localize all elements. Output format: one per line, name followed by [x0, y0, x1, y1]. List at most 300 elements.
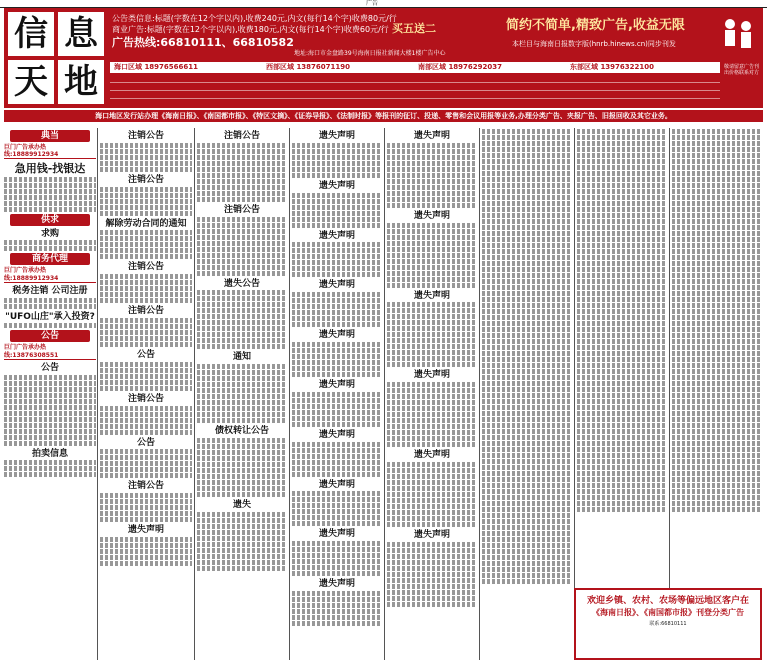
notice-text-line [577, 441, 667, 446]
notice-text-line [482, 135, 572, 140]
notice-text-line [577, 159, 667, 164]
notice-text-line [672, 405, 762, 410]
header [4, 8, 763, 108]
notice-text-line [672, 207, 762, 212]
notice-text-line [672, 465, 762, 470]
notice-text-line [292, 354, 382, 359]
notice-text-line [672, 159, 762, 164]
brand-char-4: 地 [58, 60, 104, 104]
notice-text-line [387, 542, 477, 547]
notice-text-line [387, 314, 477, 319]
region-south: 南部区域 18976292037 [418, 63, 503, 71]
notice-text-line [672, 189, 762, 194]
people-icon [718, 16, 758, 56]
notice-text-line [672, 165, 762, 170]
notice-text-line [482, 249, 572, 254]
notice-text-line [100, 517, 192, 522]
notice-text-line [387, 326, 477, 331]
notice-text-line [672, 303, 762, 308]
notice-text-line [197, 143, 287, 148]
notice-text-line [482, 255, 572, 260]
notice-text-line [672, 381, 762, 386]
notice-text-line [197, 296, 287, 301]
notice-text-line [577, 183, 667, 188]
notice-text-line [672, 273, 762, 278]
notice-text-line [197, 406, 287, 411]
notice-text-line [577, 423, 667, 428]
notice-text-line [577, 375, 667, 380]
notice-text-line [100, 493, 192, 498]
notice-text-line [292, 310, 382, 315]
notice-text-line [100, 561, 192, 566]
notice-title: 遗失声明 [318, 529, 355, 540]
notice-text-line [292, 509, 382, 514]
column-5 [387, 128, 477, 660]
column-6 [482, 128, 572, 660]
notice-text-line [292, 266, 382, 271]
notice-text-line [197, 382, 287, 387]
notice-text-line [292, 398, 382, 403]
notice-text-line [672, 249, 762, 254]
distribution-banner: 海口地区发行站办理《海南日报》、《南国都市报》、《特区文摘》、《证券导报》、《法制时报》等报刊的征订、投递、零售和会议用报等业务,办理分类广告、夹报广告、旧报回收及其它业务。 [4, 110, 763, 122]
notice-text-line [292, 541, 382, 546]
notice-text-line [672, 345, 762, 350]
notice-text-line [672, 243, 762, 248]
notice-text-line [100, 236, 192, 241]
notice-text-line [100, 187, 192, 192]
notice-text-line [482, 387, 572, 392]
notice-text-line [100, 362, 192, 367]
notice-text-line [292, 591, 382, 596]
notice-text-line [292, 442, 382, 447]
notice-text-line [100, 211, 192, 216]
notice-text-line [482, 357, 572, 362]
notice-text-line [577, 141, 667, 146]
notice-text-line [672, 477, 762, 482]
notice-text-line [197, 161, 287, 166]
notice-text-line [482, 573, 572, 578]
notice-text-line [197, 412, 287, 417]
notice-text-line [482, 303, 572, 308]
notice-text-line [482, 537, 572, 542]
column-1 [4, 128, 96, 660]
notice-text-line [387, 498, 477, 503]
notice-text-line [577, 327, 667, 332]
notice-text-line [292, 404, 382, 409]
notice-title: 遗失声明 [413, 450, 450, 461]
notice-text-line [292, 603, 382, 608]
notice-text-line [197, 560, 287, 565]
notice-text-line [197, 468, 287, 473]
notice-text-line [672, 201, 762, 206]
notice-text-line [482, 129, 572, 134]
notice-text-line [292, 342, 382, 347]
notice-text-line [577, 345, 667, 350]
notice-text-line [292, 472, 382, 477]
notice-text-line [672, 153, 762, 158]
notice-text-line [482, 399, 572, 404]
notice-text-line [577, 465, 667, 470]
notice-text-line [197, 197, 287, 202]
notice-text-line [482, 153, 572, 158]
notice-text-line [197, 376, 287, 381]
notice-text-line [672, 423, 762, 428]
notice-text-line [197, 364, 287, 369]
notice-text-line [100, 318, 192, 323]
notice-text-line [100, 193, 192, 198]
notice-title: 遗失声明 [318, 131, 355, 141]
notice-text-line [577, 351, 667, 356]
notice-text-line [482, 489, 572, 494]
notice-text-line [672, 279, 762, 284]
notice-text-line [387, 344, 477, 349]
notice-text-line [197, 548, 287, 553]
notice-text-line [482, 243, 572, 248]
notice-text-line [387, 406, 477, 411]
notice-text-line [672, 483, 762, 488]
notice-text-line [387, 554, 477, 559]
notice-text-line [482, 201, 572, 206]
notice-text-line [197, 438, 287, 443]
notice-text-line [197, 229, 287, 234]
notice-title: 注销公告 [127, 174, 164, 185]
notice-text-line [672, 135, 762, 140]
notice-text-line [292, 316, 382, 321]
notice-text-line [292, 597, 382, 602]
notice-text-line [100, 149, 192, 154]
notice-text-line [100, 386, 192, 391]
notice-text-line [387, 424, 477, 429]
notice-text-line [292, 272, 382, 277]
notice-text-line [482, 183, 572, 188]
notice-text-line [672, 363, 762, 368]
notice-text-line [672, 195, 762, 200]
notice-title: 注销公告 [127, 306, 164, 317]
notice-text-line [292, 193, 382, 198]
notice-title: 注销公告 [127, 262, 164, 273]
notice-text-line [197, 332, 287, 337]
notice-text-line [197, 566, 287, 571]
notice-text-line [672, 225, 762, 230]
notice-text-line [197, 253, 287, 258]
notice-text-line [482, 471, 572, 476]
notice-title: 遗失声明 [318, 429, 355, 440]
notice-text-line [387, 548, 477, 553]
notice-text-line [387, 474, 477, 479]
notice-text-line [292, 547, 382, 552]
region-haikou: 海口区域 18976566611 [114, 63, 199, 71]
notice-text-line [387, 167, 477, 172]
notice-text-line [100, 406, 192, 411]
notice-text-line [387, 572, 477, 577]
notice-text-line [577, 225, 667, 230]
notice-text-line [482, 495, 572, 500]
side-notice: 敬请留意广告刊出价格联系对方 [724, 64, 760, 77]
notice-text-line [197, 217, 287, 222]
notice-text-line [387, 283, 477, 288]
notice-text-line [100, 143, 192, 148]
notice-text-line [577, 249, 667, 254]
hotline-bar: 巨门广告承办热线:18889912934 [4, 267, 96, 282]
notice-text-line [197, 480, 287, 485]
notice-text-line [577, 387, 667, 392]
notice-text-line [482, 351, 572, 356]
notice-text-line [672, 357, 762, 362]
notice-text-line [292, 515, 382, 520]
notice-text-line [100, 292, 192, 297]
notice-text-line [100, 511, 192, 516]
notice-text-line [292, 571, 382, 576]
notice-title: 公告 [136, 437, 155, 448]
notice-text-line [100, 205, 192, 210]
notice-text-line [577, 483, 667, 488]
notice-text-line [387, 602, 477, 607]
notice-text-line [387, 436, 477, 441]
notice-title: 遗失声明 [318, 330, 355, 341]
notice-text-line [577, 309, 667, 314]
notice-text-line [387, 596, 477, 601]
notice-text-line [577, 477, 667, 482]
notice-text-line [387, 522, 477, 527]
notice-text-line [577, 369, 667, 374]
notice-text-line [387, 350, 477, 355]
notice-text-line [672, 351, 762, 356]
notice-text-line [197, 149, 287, 154]
notice-title: 遗失声明 [413, 529, 450, 540]
ad-title-loan: 急用钱-找银达 [14, 162, 86, 176]
notice-text-line [387, 277, 477, 282]
notice-text-line [292, 149, 382, 154]
notice-text-line [292, 466, 382, 471]
notice-text-line [387, 362, 477, 367]
notice-text-line [292, 392, 382, 397]
notice-text-line [482, 159, 572, 164]
notice-text-line [577, 489, 667, 494]
notice-text-line [292, 298, 382, 303]
notice-text-line [482, 375, 572, 380]
notice-text-line [197, 179, 287, 184]
notice-text-line [100, 368, 192, 373]
notice-text-line [577, 261, 667, 266]
notice-text-line [672, 375, 762, 380]
notice-text-line [387, 247, 477, 252]
notice-text-line [387, 430, 477, 435]
notice-text-line [577, 315, 667, 320]
notice-text-line [100, 161, 192, 166]
notice-text-line [482, 369, 572, 374]
hotline: 广告热线:66810111、66810582 [112, 36, 294, 49]
notice-title: 债权转让公告 [214, 426, 269, 437]
notice-text-line [672, 177, 762, 182]
region-east: 东部区域 13976322100 [570, 63, 655, 71]
notice-text-line [672, 315, 762, 320]
ad-title-announcement: 公告 [40, 362, 59, 373]
notice-text-line [387, 566, 477, 571]
brand-logo [8, 12, 108, 104]
notice-text-line [482, 345, 572, 350]
remote-ad-title: 欢迎乡镇、农村、农场等偏远地区客户在 [586, 596, 749, 606]
notice-text-line [482, 417, 572, 422]
notice-text-line [672, 441, 762, 446]
notice-text-line [387, 578, 477, 583]
notice-text-line [482, 207, 572, 212]
notice-text-line [672, 297, 762, 302]
notice-text-line [292, 242, 382, 247]
notice-text-line [100, 461, 192, 466]
page-tag: 广告 [366, 0, 379, 7]
notice-text-line [482, 147, 572, 152]
notice-text-line [482, 297, 572, 302]
notice-text-line [672, 507, 762, 512]
notice-text-line [577, 459, 667, 464]
notice-text-line [197, 314, 287, 319]
column-7 [577, 128, 667, 584]
notice-text-line [672, 309, 762, 314]
notice-text-line [197, 418, 287, 423]
notice-text-line [387, 356, 477, 361]
notice-text-line [387, 388, 477, 393]
notice-text-line [482, 327, 572, 332]
pricing-line-1: 公告类信息:标题(字数在12个字以内),收费240元,内文(每行14个字)收费80元/行 [112, 14, 397, 23]
hotline-bar: 巨门广告承办热线:18889912934 [4, 144, 96, 159]
notice-text-line [197, 486, 287, 491]
notice-text-line [482, 237, 572, 242]
notice-text-line [197, 450, 287, 455]
notice-text-line [672, 417, 762, 422]
notice-text-line [577, 333, 667, 338]
notice-text-line [197, 302, 287, 307]
notice-text-line [292, 366, 382, 371]
notice-text-line [292, 422, 382, 427]
notice-text-line [292, 348, 382, 353]
remote-area-ad [574, 588, 762, 660]
notice-text-line [197, 271, 287, 276]
notice-text-line [387, 203, 477, 208]
notice-text-line [292, 410, 382, 415]
column-2 [100, 128, 192, 660]
slogan: 简约不简单,精致广告,收益无限 [506, 18, 685, 33]
notice-text-line [482, 279, 572, 284]
notice-text-line [577, 201, 667, 206]
notice-text-line [197, 235, 287, 240]
notice-text-line [292, 173, 382, 178]
notice-text-line [100, 230, 192, 235]
notice-text-line [197, 223, 287, 228]
notice-text-line [577, 279, 667, 284]
notice-text-line [292, 167, 382, 172]
notice-text-line [387, 412, 477, 417]
notice-text-line [100, 505, 192, 510]
notice-text-line [387, 442, 477, 447]
notice-text-line [197, 155, 287, 160]
notice-text-line [577, 171, 667, 176]
notice-text-line [100, 424, 192, 429]
notice-text-line [482, 405, 572, 410]
notice-text-line [387, 155, 477, 160]
buy5-promo: 买五送二 [392, 22, 436, 35]
notice-text-line [387, 510, 477, 515]
notice-text-line [100, 374, 192, 379]
notice-text-line [577, 219, 667, 224]
notice-text-line [292, 615, 382, 620]
pricing-line-2: 商业广告:标题(字数在12个字以内),收费180元,内文(每行14个字)收费60元/行 [112, 25, 389, 34]
notice-text-line [577, 471, 667, 476]
notice-text-line [482, 177, 572, 182]
notice-text-line [292, 248, 382, 253]
notice-text-line [577, 243, 667, 248]
notice-text-line [387, 418, 477, 423]
notice-text-line [197, 462, 287, 467]
address: 地址:海口市金盘路39号海南日报社新闻大楼1楼广告中心 [294, 50, 446, 57]
notice-text-line [672, 399, 762, 404]
remote-ad-subtitle: 《海南日报》、《南国都市报》刊登分类广告 [592, 607, 744, 617]
notice-text-line [482, 519, 572, 524]
notice-text-line [197, 536, 287, 541]
notice-text-line [292, 161, 382, 166]
notice-title: 注销公告 [127, 393, 164, 404]
notice-text-line [482, 315, 572, 320]
notice-text-line [197, 474, 287, 479]
notice-text-line [292, 254, 382, 259]
notice-text-line [387, 394, 477, 399]
notice-text-line [387, 492, 477, 497]
notice-text-line [672, 147, 762, 152]
notice-text-line [292, 559, 382, 564]
section-gong-qiu: 供求 [10, 214, 90, 226]
notice-text-line [672, 501, 762, 506]
notice-text-line [482, 273, 572, 278]
notice-text-line [672, 321, 762, 326]
ad-title-tax: 税务注销 公司注册 [12, 285, 88, 296]
notice-text-line [292, 260, 382, 265]
notice-title: 遗失声明 [318, 280, 355, 291]
notice-text-line [100, 549, 192, 554]
notice-text-line [482, 363, 572, 368]
notice-text-line [292, 565, 382, 570]
notice-text-line [577, 339, 667, 344]
notice-text-line [482, 429, 572, 434]
notice-title: 注销公告 [127, 131, 164, 141]
notice-text-line [100, 555, 192, 560]
notice-text-line [482, 231, 572, 236]
notice-text-line [387, 143, 477, 148]
notice-text-line [387, 486, 477, 491]
notice-text-line [577, 195, 667, 200]
notice-text-line [387, 302, 477, 307]
notice-text-line [387, 584, 477, 589]
notice-text-line [197, 388, 287, 393]
notice-text-line [482, 141, 572, 146]
notice-text-line [100, 537, 192, 542]
notice-text-line [577, 165, 667, 170]
notice-text-line [100, 449, 192, 454]
notice-text-line [197, 518, 287, 523]
notice-text-line [100, 324, 192, 329]
notice-text-line [197, 542, 287, 547]
notice-text-line [100, 330, 192, 335]
notice-text-line [292, 553, 382, 558]
notice-text-line [577, 207, 667, 212]
notice-text-line [577, 231, 667, 236]
notice-text-line [100, 286, 192, 291]
notice-text-line [292, 621, 382, 626]
notice-text-line [100, 412, 192, 417]
notice-title: 遗失声明 [318, 479, 355, 490]
column-3 [197, 128, 287, 660]
notice-text-line [292, 304, 382, 309]
notice-text-line [672, 387, 762, 392]
notice-text-line [577, 273, 667, 278]
